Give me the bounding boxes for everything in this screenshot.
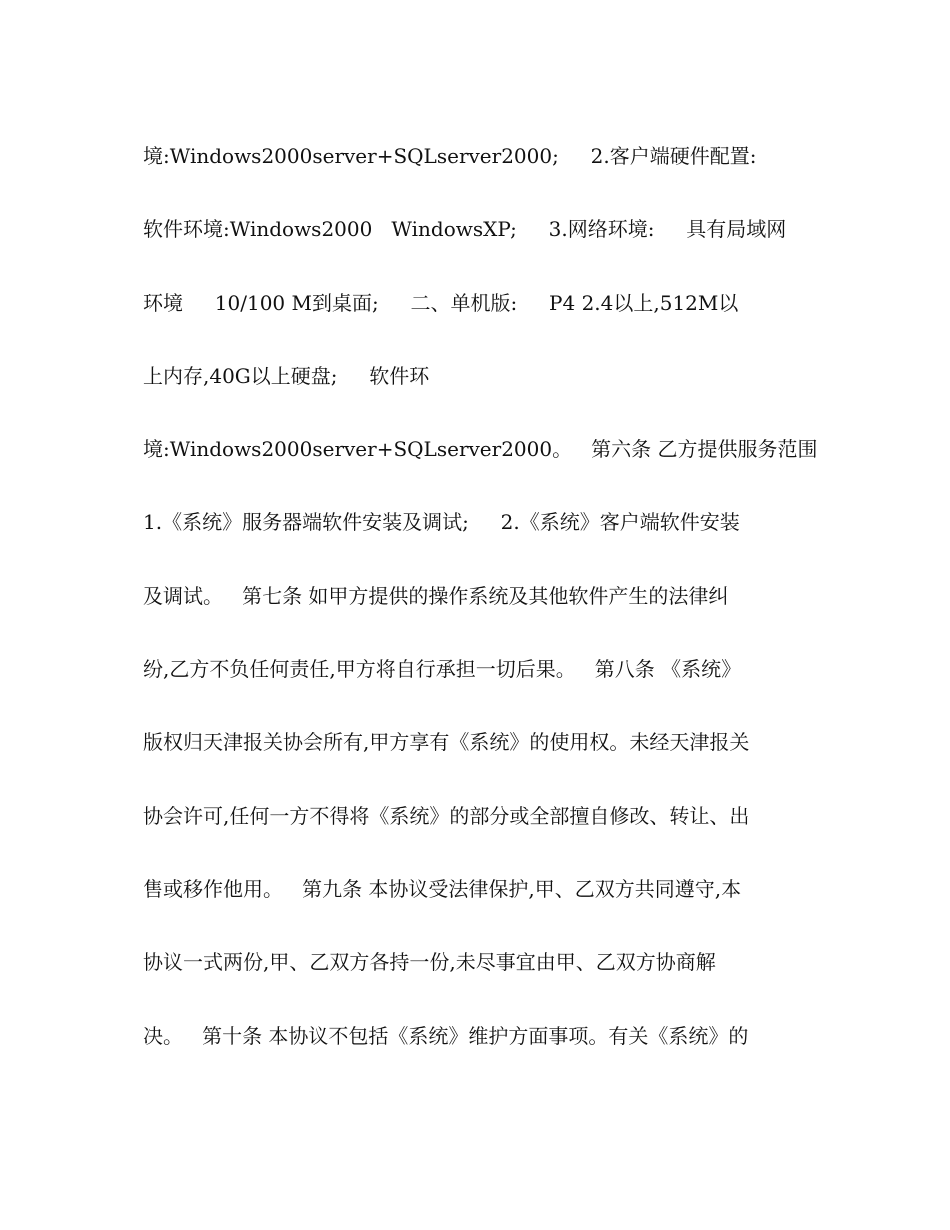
text-line: 境:Windows2000server+SQLserver2000; 2.客户端硬件配置: [143,144,757,168]
document-body [143,138,823,1091]
text-line: 版权归天津报关协会所有,甲方享有《系统》的使用权。未经天津报关 [143,730,750,755]
text-line: 软件环境:Windows2000 WindowsXP; 3.网络环境: 具有局域网 [143,217,787,242]
text-line: 协会许可,任何一方不得将《系统》的部分或全部擅自修改、转让、出 [143,803,750,828]
text-line: 上内存,40G以上硬盘; 软件环 [143,363,430,388]
text-line: 及调试。 第七条 如甲方提供的操作系统及其他软件产生的法律纠 [143,583,729,608]
text-line: 境:Windows2000server+SQLserver2000。 第六条 乙方提供服务范围 [143,437,818,462]
text-line: 环境 10/100 M到桌面; 二、单机版: P4 2.4以上,512M以 [143,290,739,315]
text-line: 1.《系统》服务器端软件安装及调试; 2.《系统》客户端软件安装 [143,510,740,535]
text-line: 售或移作他用。 第九条 本协议受法律保护,甲、乙双方共同遵守,本 [143,876,742,901]
text-line: 纷,乙方不负任何责任,甲方将自行承担一切后果。 第八条 《系统》 [143,657,742,682]
text-line: 决。 第十条 本协议不包括《系统》维护方面事项。有关《系统》的 [143,1023,749,1048]
text-line: 协议一式两份,甲、乙双方各持一份,未尽事宜由甲、乙双方协商解 [143,950,716,975]
